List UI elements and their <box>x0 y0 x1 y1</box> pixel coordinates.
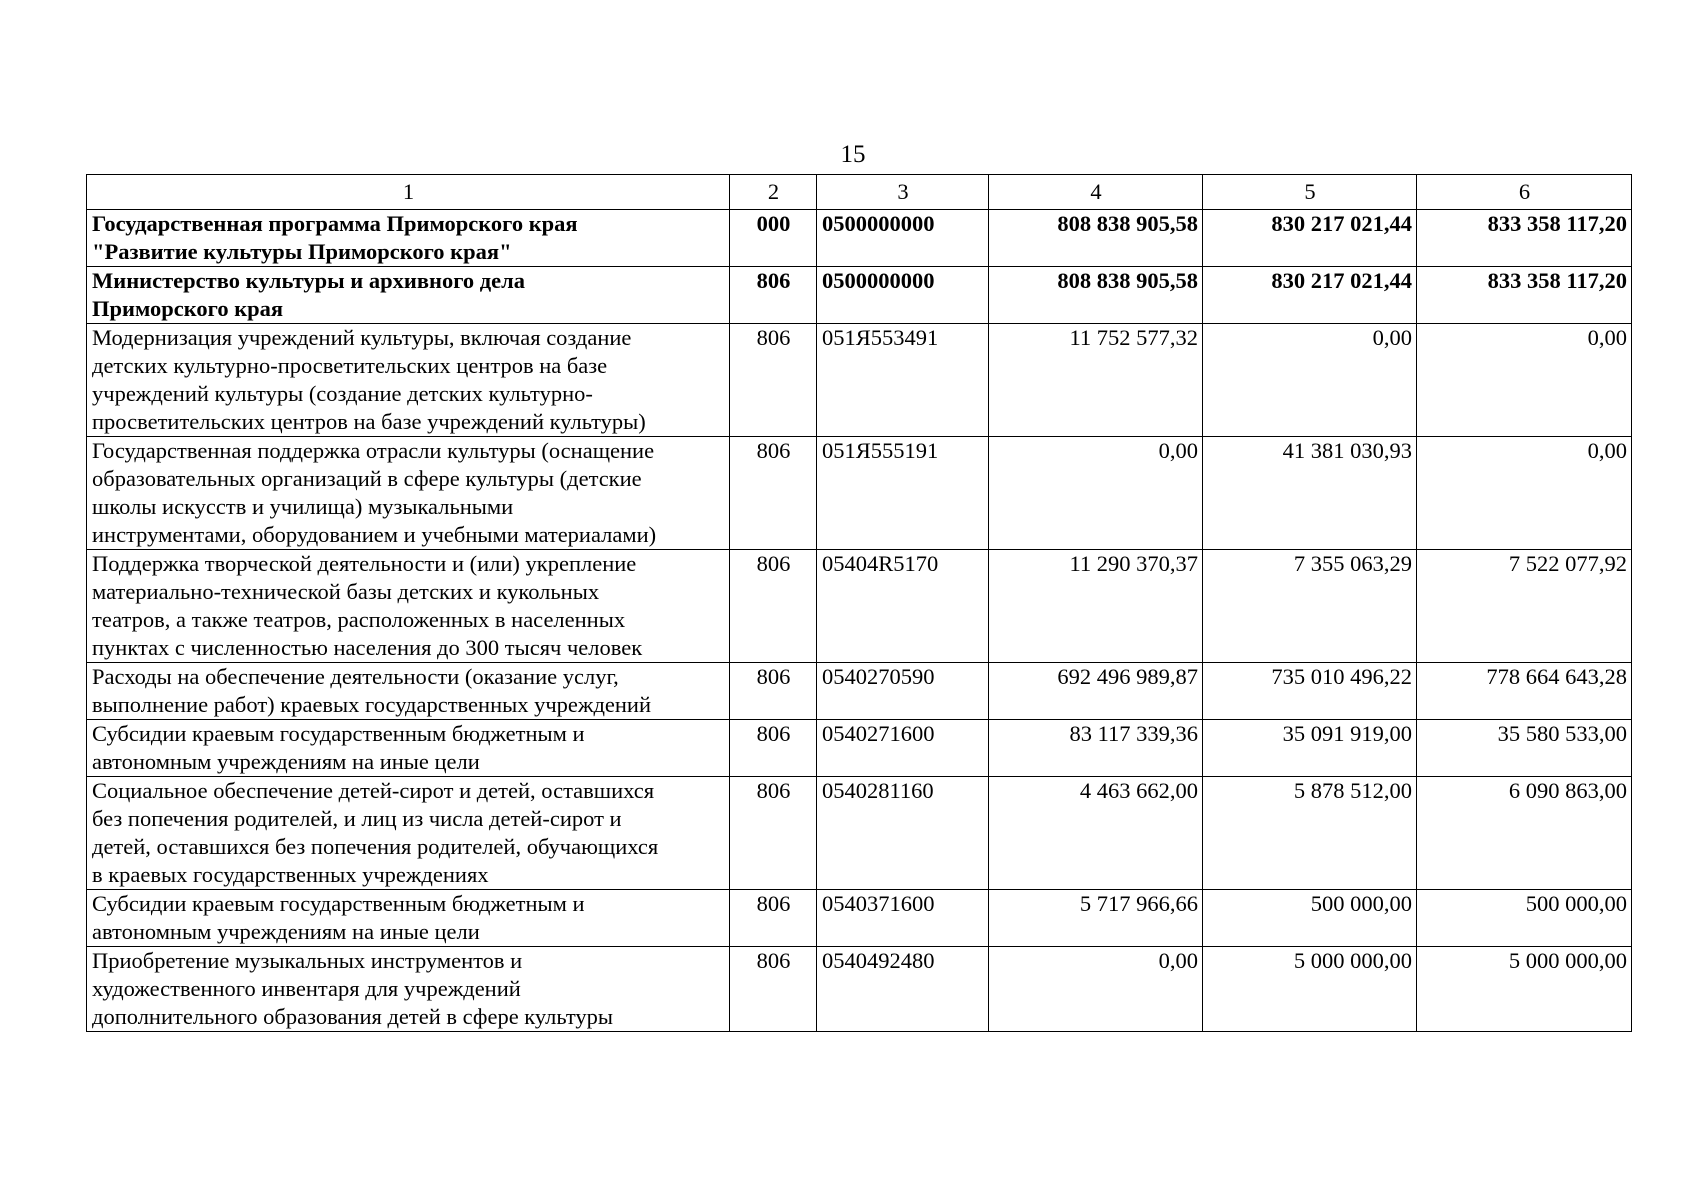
row-code-cell: 806 <box>730 720 817 777</box>
row-code-cell: 806 <box>730 663 817 720</box>
row-value-col5: 500 000,00 <box>1203 890 1417 947</box>
row-value-col5: 5 878 512,00 <box>1203 777 1417 890</box>
row-name-cell <box>87 550 730 663</box>
row-name-line: инструментами, оборудованием и учебными материалами) <box>92 522 657 547</box>
row-name-line: "Развитие культуры Приморского края" <box>92 239 512 264</box>
table-row <box>87 267 1632 324</box>
row-name-line: детей, оставшихся без попечения родителей, обучающихся <box>92 834 659 859</box>
row-name-line: Субсидии краевым государственным бюджетным и <box>92 721 585 746</box>
row-target-code-cell: 0540270590 <box>817 663 989 720</box>
row-value-col4: 808 838 905,58 <box>989 267 1203 324</box>
row-name-line: учреждений культуры (создание детских культурно- <box>92 381 593 406</box>
row-name-line: пунктах с численностью населения до 300 тысяч человек <box>92 635 643 660</box>
row-name-line: в краевых государственных учреждениях <box>92 862 489 887</box>
row-name-line: Расходы на обеспечение деятельности (оказание услуг, <box>92 664 619 689</box>
row-value-col4: 83 117 339,36 <box>989 720 1203 777</box>
row-name-line: детских культурно-просветительских центров на базе <box>92 353 608 378</box>
row-name-cell <box>87 437 730 550</box>
row-target-code-cell: 0500000000 <box>817 267 989 324</box>
header-col-4: 4 <box>989 175 1203 210</box>
row-name-line: Социальное обеспечение детей-сирот и детей, оставшихся <box>92 778 655 803</box>
table-row <box>87 663 1632 720</box>
row-name-line: просветительских центров на базе учреждений культуры) <box>92 409 646 434</box>
row-value-col6: 833 358 117,20 <box>1417 210 1632 267</box>
budget-table <box>86 174 1632 1032</box>
row-name-line: материально-технической базы детских и кукольных <box>92 579 600 604</box>
row-name-line: Приморского края <box>92 296 284 321</box>
row-value-col5: 7 355 063,29 <box>1203 550 1417 663</box>
row-value-col5: 35 091 919,00 <box>1203 720 1417 777</box>
table-row <box>87 720 1632 777</box>
row-code-cell: 806 <box>730 777 817 890</box>
row-value-col6: 778 664 643,28 <box>1417 663 1632 720</box>
row-name-cell <box>87 663 730 720</box>
row-name-cell <box>87 947 730 1032</box>
row-name-line: Модернизация учреждений культуры, включая создание <box>92 325 632 350</box>
row-name-line: автономным учреждениям на иные цели <box>92 919 480 944</box>
row-name-line: Поддержка творческой деятельности и (или) укрепление <box>92 551 637 576</box>
row-value-col5: 5 000 000,00 <box>1203 947 1417 1032</box>
header-col-5: 5 <box>1203 175 1417 210</box>
row-code-cell: 806 <box>730 550 817 663</box>
row-name-line: Государственная программа Приморского края <box>92 211 578 236</box>
row-target-code-cell: 0540371600 <box>817 890 989 947</box>
table-row <box>87 890 1632 947</box>
row-value-col5: 41 381 030,93 <box>1203 437 1417 550</box>
row-target-code-cell: 0540492480 <box>817 947 989 1032</box>
row-name-line: художественного инвентаря для учреждений <box>92 976 521 1001</box>
row-name-line: Приобретение музыкальных инструментов и <box>92 948 523 973</box>
row-value-col4: 808 838 905,58 <box>989 210 1203 267</box>
header-col-6: 6 <box>1417 175 1632 210</box>
row-value-col6: 0,00 <box>1417 324 1632 437</box>
row-name-cell <box>87 890 730 947</box>
row-code-cell: 806 <box>730 324 817 437</box>
row-name-line: выполнение работ) краевых государственных учреждений <box>92 692 652 717</box>
table-row <box>87 777 1632 890</box>
row-name-line: Субсидии краевым государственным бюджетным и <box>92 891 585 916</box>
page-number: 15 <box>840 141 866 168</box>
row-value-col6: 5 000 000,00 <box>1417 947 1632 1032</box>
row-name-line: театров, а также театров, расположенных в населенных <box>92 607 626 632</box>
header-col-3: 3 <box>817 175 989 210</box>
row-value-col5: 830 217 021,44 <box>1203 210 1417 267</box>
row-name-cell <box>87 324 730 437</box>
table-row <box>87 947 1632 1032</box>
row-value-col6: 7 522 077,92 <box>1417 550 1632 663</box>
row-code-cell: 806 <box>730 267 817 324</box>
table-body <box>87 210 1632 1032</box>
row-code-cell: 806 <box>730 437 817 550</box>
row-target-code-cell: 0540271600 <box>817 720 989 777</box>
row-target-code-cell: 0500000000 <box>817 210 989 267</box>
row-value-col4: 11 752 577,32 <box>989 324 1203 437</box>
row-value-col6: 6 090 863,00 <box>1417 777 1632 890</box>
row-value-col5: 735 010 496,22 <box>1203 663 1417 720</box>
row-name-line: дополнительного образования детей в сфере культуры <box>92 1004 613 1029</box>
row-value-col4: 4 463 662,00 <box>989 777 1203 890</box>
row-value-col4: 0,00 <box>989 437 1203 550</box>
row-name-line: школы искусств и училища) музыкальными <box>92 494 514 519</box>
row-target-code-cell: 051Я553491 <box>817 324 989 437</box>
row-name-cell <box>87 210 730 267</box>
row-name-line: образовательных организаций в сфере культуры (детские <box>92 466 642 491</box>
row-name-cell <box>87 777 730 890</box>
table-row <box>87 324 1632 437</box>
row-name-line: Государственная поддержка отрасли культуры (оснащение <box>92 438 655 463</box>
row-name-cell <box>87 267 730 324</box>
row-target-code-cell: 051Я555191 <box>817 437 989 550</box>
row-target-code-cell: 0540281160 <box>817 777 989 890</box>
row-value-col5: 0,00 <box>1203 324 1417 437</box>
row-value-col6: 35 580 533,00 <box>1417 720 1632 777</box>
row-target-code-cell: 05404R5170 <box>817 550 989 663</box>
table-row <box>87 550 1632 663</box>
row-value-col6: 0,00 <box>1417 437 1632 550</box>
header-col-1: 1 <box>87 175 730 210</box>
row-code-cell: 806 <box>730 890 817 947</box>
header-row <box>87 175 1632 210</box>
row-code-cell: 806 <box>730 947 817 1032</box>
row-value-col5: 830 217 021,44 <box>1203 267 1417 324</box>
row-value-col4: 692 496 989,87 <box>989 663 1203 720</box>
row-name-line: автономным учреждениям на иные цели <box>92 749 480 774</box>
row-value-col4: 5 717 966,66 <box>989 890 1203 947</box>
row-name-line: без попечения родителей, и лиц из числа детей-сирот и <box>92 806 622 831</box>
table-row <box>87 437 1632 550</box>
header-col-2: 2 <box>730 175 817 210</box>
row-value-col6: 833 358 117,20 <box>1417 267 1632 324</box>
row-value-col4: 11 290 370,37 <box>989 550 1203 663</box>
row-name-cell <box>87 720 730 777</box>
row-value-col6: 500 000,00 <box>1417 890 1632 947</box>
row-code-cell: 000 <box>730 210 817 267</box>
row-value-col4: 0,00 <box>989 947 1203 1032</box>
row-name-line: Министерство культуры и архивного дела <box>92 268 525 293</box>
table-row <box>87 210 1632 267</box>
